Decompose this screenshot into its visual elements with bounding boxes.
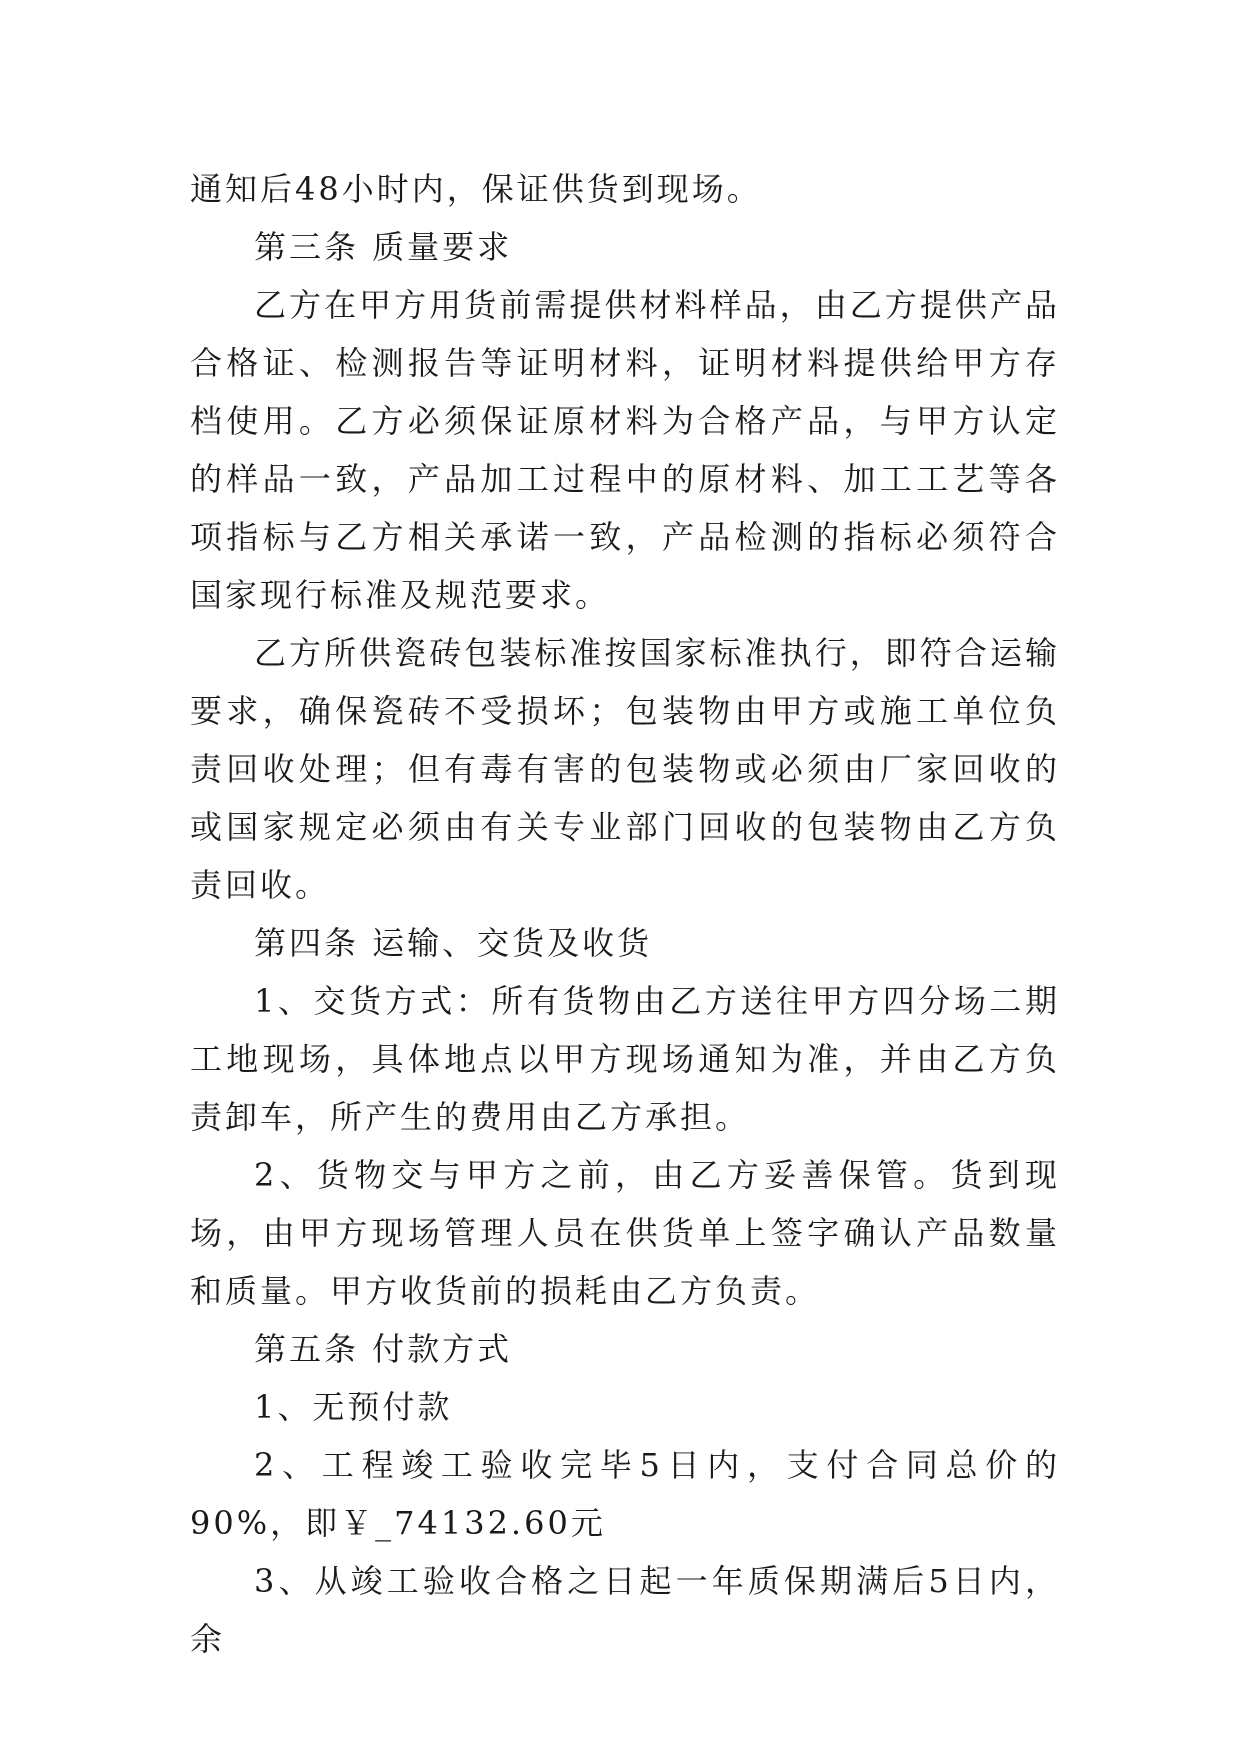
quality-paragraph-2: 乙方所供瓷砖包装标准按国家标准执行，即符合运输要求，确保瓷砖不受损坏；包装物由甲方或施工单位负责回收处理；但有毒有害的包装物或必须由厂家回收的或国家规定必须由有关专业部门回收的包装物由乙方负责回收。 (190, 634, 1060, 904)
quality-paragraph-1: 乙方在甲方用货前需提供材料样品，由乙方提供产品合格证、检测报告等证明材料，证明材料提供给甲方存档使用。乙方必须保证原材料为合格产品，与甲方认定的样品一致，产品加工过程中的原材料、加工工艺等各项指标与乙方相关承诺一致，产品检测的指标必须符合国家现行标准及规范要求。 (190, 286, 1060, 614)
delivery-item-1: 1、交货方式：所有货物由乙方送往甲方四分场二期工地现场，具体地点以甲方现场通知为准，并由乙方负责卸车，所产生的费用由乙方承担。 (190, 982, 1060, 1136)
payment-item-3: 3、从竣工验收合格之日起一年质保期满后5日内，余 (190, 1562, 1060, 1658)
paragraph-continuation: 通知后48小时内，保证供货到现场。 (190, 170, 762, 208)
article-5-heading: 第五条 付款方式 (254, 1330, 513, 1368)
article-4-heading: 第四条 运输、交货及收货 (254, 924, 653, 962)
payment-item-2: 2、工程竣工验收完毕5日内，支付合同总价的90%，即￥_74132.60元 (190, 1446, 1060, 1542)
delivery-item-2: 2、货物交与甲方之前，由乙方妥善保管。货到现场，由甲方现场管理人员在供货单上签字确认产品数量和质量。甲方收货前的损耗由乙方负责。 (190, 1156, 1060, 1310)
article-3-heading: 第三条 质量要求 (254, 228, 513, 266)
document-body (190, 160, 1060, 1668)
payment-item-1: 1、无预付款 (254, 1388, 453, 1426)
